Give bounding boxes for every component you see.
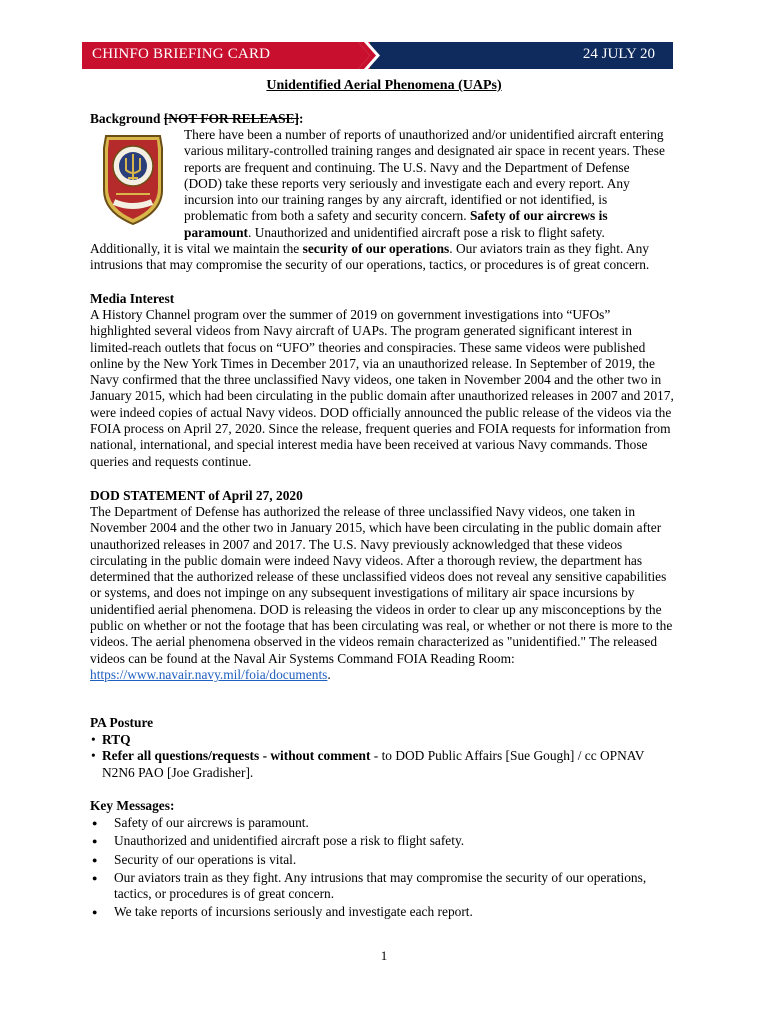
list-item: ● Security of our operations is vital. [92,851,297,867]
background-paragraph: There have been a number of reports of unauthorized and/or unidentified aircraft entering various military-controlled training ranges and designated air space in recent years. These reports are frequent and continuing. The U.S. Navy and the Department of Defense (DOD) take these reports very seriously and investigate each and every report. Any incursion into our training ranges by any aircraft, identified or not identified, is problematic from both a safety and security concern. Safety of our aircrews is paramount. Unauthorized and unidentified aircraft pose a risk to flight safety. Additionally, it is vital we maintain the security of our operations. Our aviators train as they fight. Any intrusions that may compromise the security of our operations, tactics, or procedures is of great concern. [90,127,665,273]
key-messages-list [90,815,674,921]
list-item: • Refer all questions/requests - without comment - to DOD Public Affairs [Sue Gough] / cc OPNAV N2N6 PAO [Joe Gradisher]. [91,748,645,780]
key-messages-heading: Key Messages: [90,798,175,813]
dod-statement-heading: DOD STATEMENT of April 27, 2020 [90,488,303,503]
banner-chevron-icon [358,42,382,69]
list-item: ● Our aviators train as they fight. Any intrusions that may compromise the security of our operations, tactics, or procedures is of great concern. [92,869,647,902]
pa-posture-heading: PA Posture [90,715,154,730]
dod-statement-paragraph: The Department of Defense has authorized the release of three unclassified Navy videos, one taken in November 2004 and the other two in January 2015, which have been circulating in the public domain after unauthorized releases in 2007 and 2017. The U.S. Navy previously acknowledged that these videos circulating in the public domain were indeed Navy videos. After a thorough review, the department has determined that the authorized release of these unclassified videos does not reveal any sensitive capabilities or systems, and does not impinge on any subsequent investigations of military air space incursions by unidentified aerial phenomena. DOD is releasing the videos in order to clear up any misconceptions by the public on whether or not the footage that has been circulating was real, or whether or not there is more to the videos. The aerial phenomena observed in the videos remain characterized as "unidentified." The released videos can be found at the Naval Air Systems Command FOIA Reading Room: https://www.navair.navy.mil/foia/documents. [90,504,673,682]
briefing-card-label: CHINFO BRIEFING CARD [92,46,271,62]
list-item: ● Unauthorized and unidentified aircraft pose a risk to flight safety. [92,833,465,849]
list-item: ● Safety of our aircrews is paramount. [92,815,309,830]
briefing-date: 24 JULY 20 [582,46,655,62]
list-item: • RTQ [91,732,131,747]
navair-foia-link[interactable]: https://www.navair.navy.mil/foia/documents [90,666,328,682]
header-banner [82,42,673,69]
list-item: ● We take reports of incursions seriously and investigate each report. [92,904,473,920]
page-number: 1 [380,948,388,963]
media-interest-paragraph: A History Channel program over the summer of 2019 on government investigations into “UFOs” highlighted several videos from Navy aircraft of UAPs. The program generated significant interest in limited-reach outlets that focus on “UFO” theories and conspiracies. These same videos were published online by the New York Times in December 2017, via an unauthorized release. In September of 2019, the Navy confirmed that the three unclassified Navy videos, one taken in November 2004 and the other two in January 2015, which had been circulating in the public domain after unauthorized releases in 2007 and 2017, were indeed copies of actual Navy videos. DOD officially announced the public release of the videos via the FOIA process on April 27, 2020. Since the release, frequent queries and FOIA requests for information from national, international, and special interest media have been received at various Navy commands. Those queries and requests continue. [90,307,674,469]
media-interest-heading: Media Interest [90,291,175,306]
not-for-release-tag: [NOT FOR RELEASE] [163,111,299,126]
pa-posture-list [90,732,674,781]
background-heading: Background [NOT FOR RELEASE]: [90,111,304,126]
document-title: Unidentified Aerial Phenomena (UAPs) [266,78,502,93]
